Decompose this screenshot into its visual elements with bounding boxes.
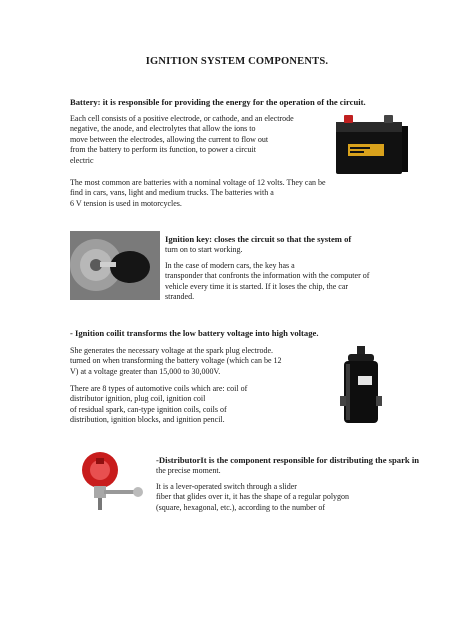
battery-heading: Battery: it is responsible for providing the energy for the operation of the circuit. bbox=[70, 97, 366, 107]
page-title: IGNITION SYSTEM COMPONENTS. bbox=[145, 56, 329, 67]
ignition-coil-heading: - Ignition coilit transforms the low battery voltage into high voltage. bbox=[70, 328, 319, 338]
ignition-key-heading: Ignition key: closes the circuit so that the system of bbox=[165, 234, 352, 244]
distributor-heading-continued: the precise moment. bbox=[156, 466, 221, 475]
ignition-coil-image bbox=[336, 346, 386, 430]
ignition-coil-paragraph-1: She generates the necessary voltage at the spark plug electrode. turned on when transforming the battery voltage (which can be 12 V) at a voltage greater than 15,000 to 30,000V. bbox=[70, 346, 282, 376]
ignition-key-heading-continued: turn on to start working. bbox=[165, 245, 243, 254]
battery-image bbox=[332, 108, 412, 180]
ignition-coil-paragraph-2: There are 8 types of automotive coils which are: coil of distributor ignition, plug coil, ignition coil of residual spark, can-type ignition coils, coils of distribution, ignition blocks, and ignition pencil. bbox=[70, 384, 248, 425]
battery-paragraph-1: Each cell consists of a positive electrode, or cathode, and an electrode negative, the anode, and electrolytes that allow the ions to move between the electrodes, allowing the current to flow out from the battery to perform its function, to power a circuit electric bbox=[70, 114, 294, 165]
battery-paragraph-2: The most common are batteries with a nominal voltage of 12 volts. They can be find in cars, vans, light and medium trucks. The batteries with a 6 V tension is used in motorcycles. bbox=[70, 178, 326, 208]
distributor-paragraph: It is a lever-operated switch through a slider fiber that glides over it, it has the shape of a regular polygon (square, hexagonal, etc.), according to the number of bbox=[156, 482, 350, 512]
ignition-key-image bbox=[70, 231, 160, 300]
ignition-key-paragraph: In the case of modern cars, the key has a transponder that confronts the information with the computer of vehicle every time it is started. If it loses the chip, the car stranded. bbox=[165, 261, 370, 302]
distributor-image bbox=[76, 450, 150, 512]
distributor-heading: -DistributorIt is the component responsible for distributing the spark in bbox=[156, 455, 420, 465]
